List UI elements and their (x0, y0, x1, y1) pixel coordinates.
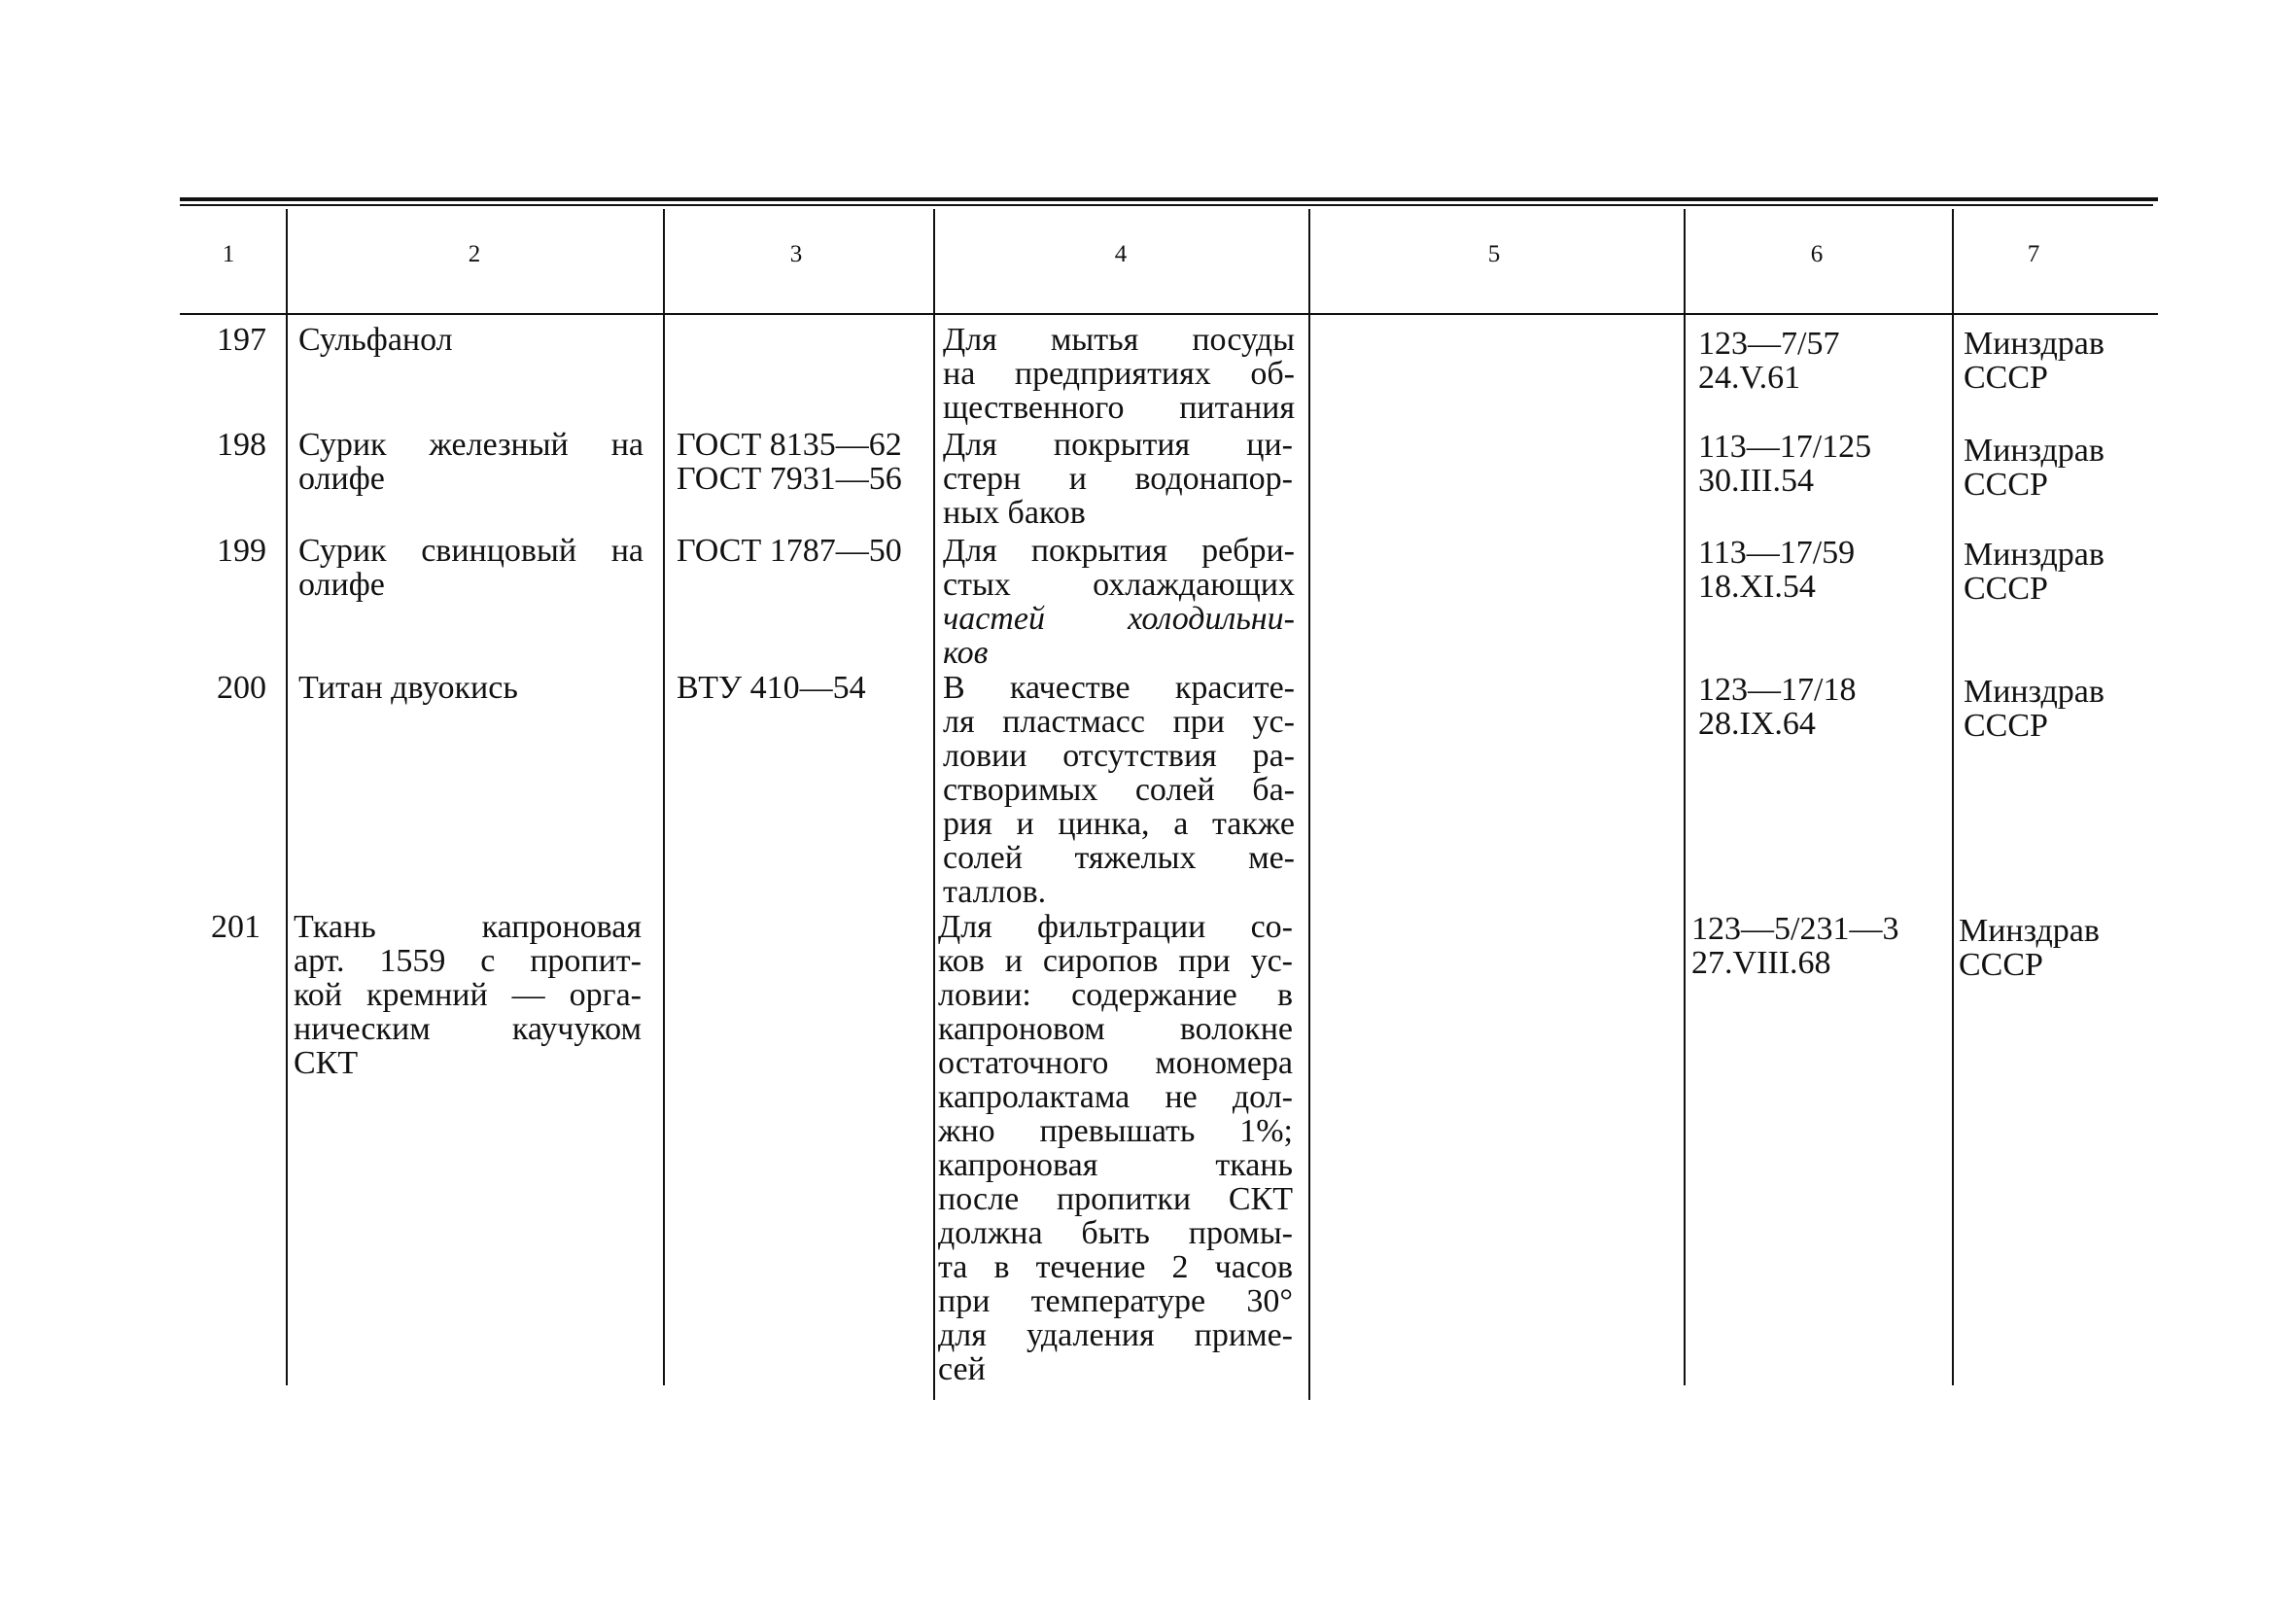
purpose-line: остаточного мономера (938, 1045, 1293, 1081)
column-divider (933, 209, 935, 1400)
authority-line: Минздрав (1964, 433, 2105, 469)
purpose-line: частей холодильни- (943, 601, 1295, 637)
approval-ref (1691, 912, 1944, 980)
purpose-line: Для фильтрации со- (938, 909, 1293, 945)
name-line: Ткань капроновая (294, 909, 642, 945)
name-line: Сурик железный на (298, 427, 644, 463)
authority-line: Минздрав (1964, 537, 2105, 573)
authority (1964, 327, 2139, 395)
purpose-line: ных баков (943, 495, 1086, 531)
material-name (294, 910, 642, 1080)
name-line: арт. 1559 с пропит- (294, 943, 642, 979)
ref-number: 113—17/125 (1698, 429, 1872, 465)
material-name (298, 428, 644, 496)
purpose-line: после пропитки СКТ (938, 1181, 1293, 1217)
column-header-7: 7 (2027, 241, 2040, 267)
column-divider (663, 209, 665, 1385)
purpose (943, 534, 1295, 670)
column-header-2: 2 (468, 241, 481, 267)
table-top-rule-thin (180, 204, 2153, 206)
table-header-rule (180, 313, 2158, 315)
material-name (298, 671, 650, 705)
purpose-line: Для мытья посуды (943, 322, 1295, 358)
authority (1959, 914, 2134, 982)
purpose-line: капроновая ткань (938, 1147, 1293, 1183)
name-line: Титан двуокись (298, 670, 518, 706)
purpose-line: та в течение 2 часов (938, 1249, 1293, 1285)
authority-line: Минздрав (1964, 674, 2105, 710)
ref-date: 30.III.54 (1698, 463, 1814, 499)
name-line: Сурик свинцовый на (298, 533, 644, 569)
authority-line: СССР (1964, 708, 2048, 744)
column-divider (1308, 209, 1310, 1400)
purpose-line: капролактама не дол- (938, 1079, 1293, 1115)
name-line: Сульфанол (298, 322, 453, 358)
purpose-line: щественного питания (943, 390, 1295, 426)
column-header-6: 6 (1810, 241, 1824, 267)
name-line: олифе (298, 567, 385, 603)
authority-line: СССР (1959, 947, 2043, 983)
row-number: 201 (211, 909, 261, 945)
standard-line: ВТУ 410—54 (677, 670, 866, 706)
purpose-line: на предприятиях об- (943, 356, 1295, 392)
purpose-line: для удаления приме- (938, 1317, 1293, 1353)
purpose-line: ловии: содержание в (938, 977, 1293, 1013)
purpose-line: стерн и водонапор- (943, 461, 1293, 497)
name-line: кой кремний — орга- (294, 977, 642, 1013)
standard (677, 671, 929, 705)
purpose-line: солей тяжелых ме- (943, 840, 1295, 876)
column-header-4: 4 (1114, 241, 1128, 267)
ref-date: 18.XI.54 (1698, 569, 1816, 605)
authority-line: Минздрав (1959, 913, 2100, 949)
column-divider (286, 209, 288, 1385)
purpose (943, 323, 1295, 425)
approval-ref (1698, 536, 1941, 604)
purpose-line: стых охлаждающих (943, 567, 1295, 603)
name-line: олифе (298, 461, 385, 497)
approval-ref (1698, 327, 1941, 395)
purpose-line: при температуре 30° (938, 1283, 1293, 1319)
column-header-3: 3 (789, 241, 803, 267)
purpose-line: должна быть промы- (938, 1215, 1293, 1251)
standard (677, 428, 929, 496)
purpose-line: ков и сиропов при ус- (938, 943, 1293, 979)
purpose-line: Для покрытия ребри- (943, 533, 1295, 569)
purpose-line: Для покрытия ци- (943, 427, 1293, 463)
row-number: 198 (217, 427, 266, 463)
purpose-line: ловии отсутствия ра- (943, 738, 1295, 774)
table-top-rule (180, 197, 2158, 201)
column-header-5: 5 (1487, 241, 1501, 267)
authority (1964, 538, 2139, 606)
purpose-line: створимых солей ба- (943, 772, 1295, 808)
column-header-1: 1 (222, 241, 235, 267)
column-divider (1952, 209, 1954, 1385)
purpose (943, 671, 1295, 909)
row-number: 199 (217, 533, 266, 569)
authority (1964, 675, 2139, 743)
standard-line: ГОСТ 8135—62 (677, 427, 902, 463)
purpose-line: рия и цинка, а также (943, 806, 1295, 842)
purpose-line: ков (943, 635, 989, 671)
authority-line: СССР (1964, 571, 2048, 607)
standard-line: ГОСТ 1787—50 (677, 533, 902, 569)
ref-number: 123—5/231—3 (1691, 911, 1899, 947)
purpose-line: В качестве красите- (943, 670, 1295, 706)
purpose-line: сей (938, 1351, 986, 1387)
authority (1964, 434, 2139, 502)
column-divider (1684, 209, 1686, 1385)
authority-line: СССР (1964, 467, 2048, 503)
ref-date: 27.VIII.68 (1691, 945, 1831, 981)
approval-ref (1698, 673, 1941, 741)
purpose-line: жно превышать 1%; (938, 1113, 1293, 1149)
authority-line: СССР (1964, 360, 2048, 396)
purpose-line: капроновом волокне (938, 1011, 1293, 1047)
name-line: ническим каучуком (294, 1011, 642, 1047)
row-number: 197 (217, 322, 266, 358)
purpose-line: ля пластмасс при ус- (943, 704, 1295, 740)
row-number: 200 (217, 670, 266, 706)
purpose-line: таллов. (943, 874, 1047, 910)
authority-line: Минздрав (1964, 326, 2105, 362)
approval-ref (1698, 430, 1941, 498)
material-name (298, 534, 644, 602)
purpose (938, 910, 1293, 1386)
ref-number: 123—7/57 (1698, 326, 1840, 362)
purpose (943, 428, 1293, 530)
material-name (298, 323, 650, 357)
ref-number: 113—17/59 (1698, 535, 1856, 571)
ref-date: 28.IX.64 (1698, 706, 1816, 742)
standard (677, 534, 929, 568)
ref-date: 24.V.61 (1698, 360, 1801, 396)
standard-line: ГОСТ 7931—56 (677, 461, 902, 497)
ref-number: 123—17/18 (1698, 672, 1857, 708)
name-line: СКТ (294, 1045, 359, 1081)
